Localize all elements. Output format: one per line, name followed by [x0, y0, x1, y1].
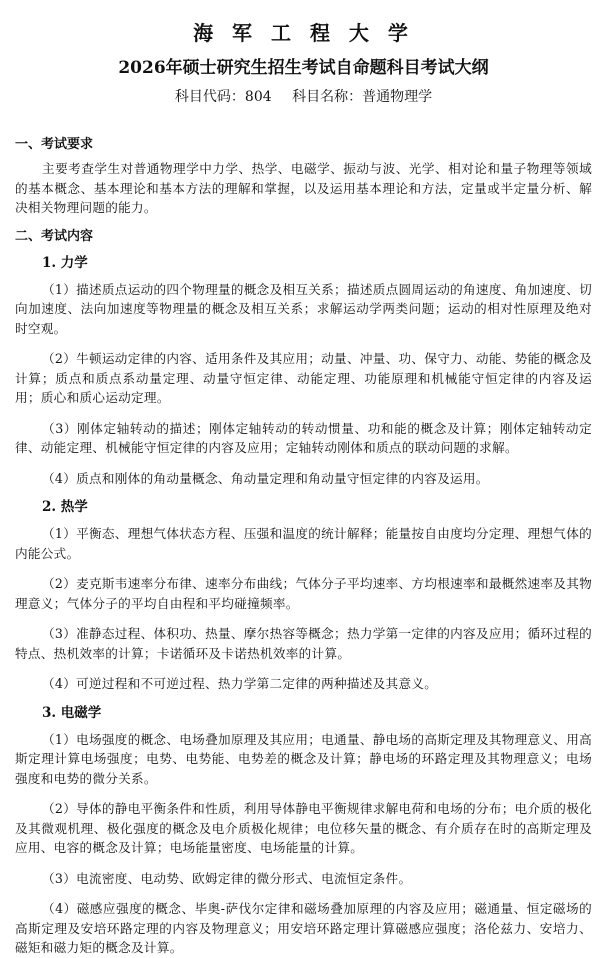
mechanics-item-1: （1）描述质点运动的四个物理量的概念及相互关系；描述质点圆周运动的角速度、角加速度、切向加速度、法向加速度等物理量的概念及相互关系；求解运动学两类问题；运动的相对性原理及绝对时空观。 [15, 281, 592, 336]
section-heading-content: 二、考试内容 [15, 228, 94, 244]
subsection-heading-em: 3. 电磁学 [42, 704, 102, 721]
mechanics-item-3: （3）刚体定轴转动的描述；刚体定轴转动的转动惯量、功和能的概念及计算；刚体定轴转动定律、动能定理、机械能守恒定律的内容及应用；定轴转动刚体和质点的联动问题的求解。 [15, 420, 592, 455]
em-item-1: （1）电场强度的概念、电场叠加原理及其应用；电通量、静电场的高斯定理及其物理意义、用高斯定理计算电场强度；电势、电势能、电势差的概念及计算；静电场的环路定理及其物理意义；电场强度和电势的微分关系。 [15, 731, 592, 786]
subject-code: 科目代码：804 [174, 89, 272, 105]
subject-name: 科目名称：普通物理学 [292, 89, 433, 105]
thermo-item-3: （3）准静态过程、体积功、热量、摩尔热容等概念；热力学第一定律的内容及应用；循环过程的特点、热机效率的计算；卡诺循环及卡诺热机效率的计算。 [15, 626, 592, 661]
mechanics-item-2: （2）牛顿运动定律的内容、适用条件及其应用；动量、冲量、功、保守力、动能、势能的概念及计算；质点和质点系动量定理、动量守恒定律、动能定理、功能原理和机械能守恒定律的内容及运用；质心和质心运动定理。 [15, 351, 592, 405]
thermo-item-4: （4）可逆过程和不可逆过程、热力学第二定律的两种描述及其意义。 [42, 676, 438, 691]
em-item-3: （3）电流密度、电动势、欧姆定律的微分形式、电流恒定条件。 [42, 870, 412, 886]
em-item-2: （2）导体的静电平衡条件和性质，利用导体静电平衡规律求解电荷和电场的分布；电介质的极化及其微观机理、极化强度的概念及电介质极化规律；电位移矢量的概念、有介质存在时的高斯定理及应用、电容的概念及计算；电场能量密度、电场能量的计算。 [15, 801, 592, 855]
document-title: 2026年硕士研究生招生考试自命题科目考试大纲 [118, 58, 489, 78]
subsection-heading-thermo: 2. 热学 [42, 499, 88, 515]
mechanics-item-4: （4）质点和刚体的角动量概念、角动量定理和角动量守恒定律的内容及运用。 [42, 470, 489, 486]
em-item-4: （4）磁感应强度的概念、毕奥-萨伐尔定律和磁场叠加原理的内容及应用；磁通量、恒定磁场的高斯定理及安培环路定理的内容及物理意义；用安培环路定理计算磁感应强度；洛伦兹力、安培力、磁矩和磁力矩的概念及计算。 [15, 901, 592, 955]
university-name: 海 军 工 程 大 学 [193, 21, 414, 45]
thermo-item-1: （1）平衡态、理想气体状态方程、压强和温度的统计解释；能量按自由度均分定理、理想气体的内能公式。 [15, 526, 592, 561]
requirements-paragraph: 主要考查学生对普通物理学中力学、热学、电磁学、振动与波、光学、相对论和量子物理等领域的基本概念、基本理论和基本方法的理解和掌握，以及运用基本理论和方法，定量或半定量分析、解决相关物理问题的能力。 [15, 161, 592, 215]
subsection-heading-mechanics: 1. 力学 [42, 254, 88, 271]
section-heading-requirements: 一、考试要求 [15, 137, 94, 152]
subject-info [15, 86, 592, 108]
thermo-item-2: （2）麦克斯韦速率分布律、速率分布曲线；气体分子平均速率、方均根速率和最概然速率及其物理意义；气体分子的平均自由程和平均碰撞频率。 [15, 576, 592, 611]
